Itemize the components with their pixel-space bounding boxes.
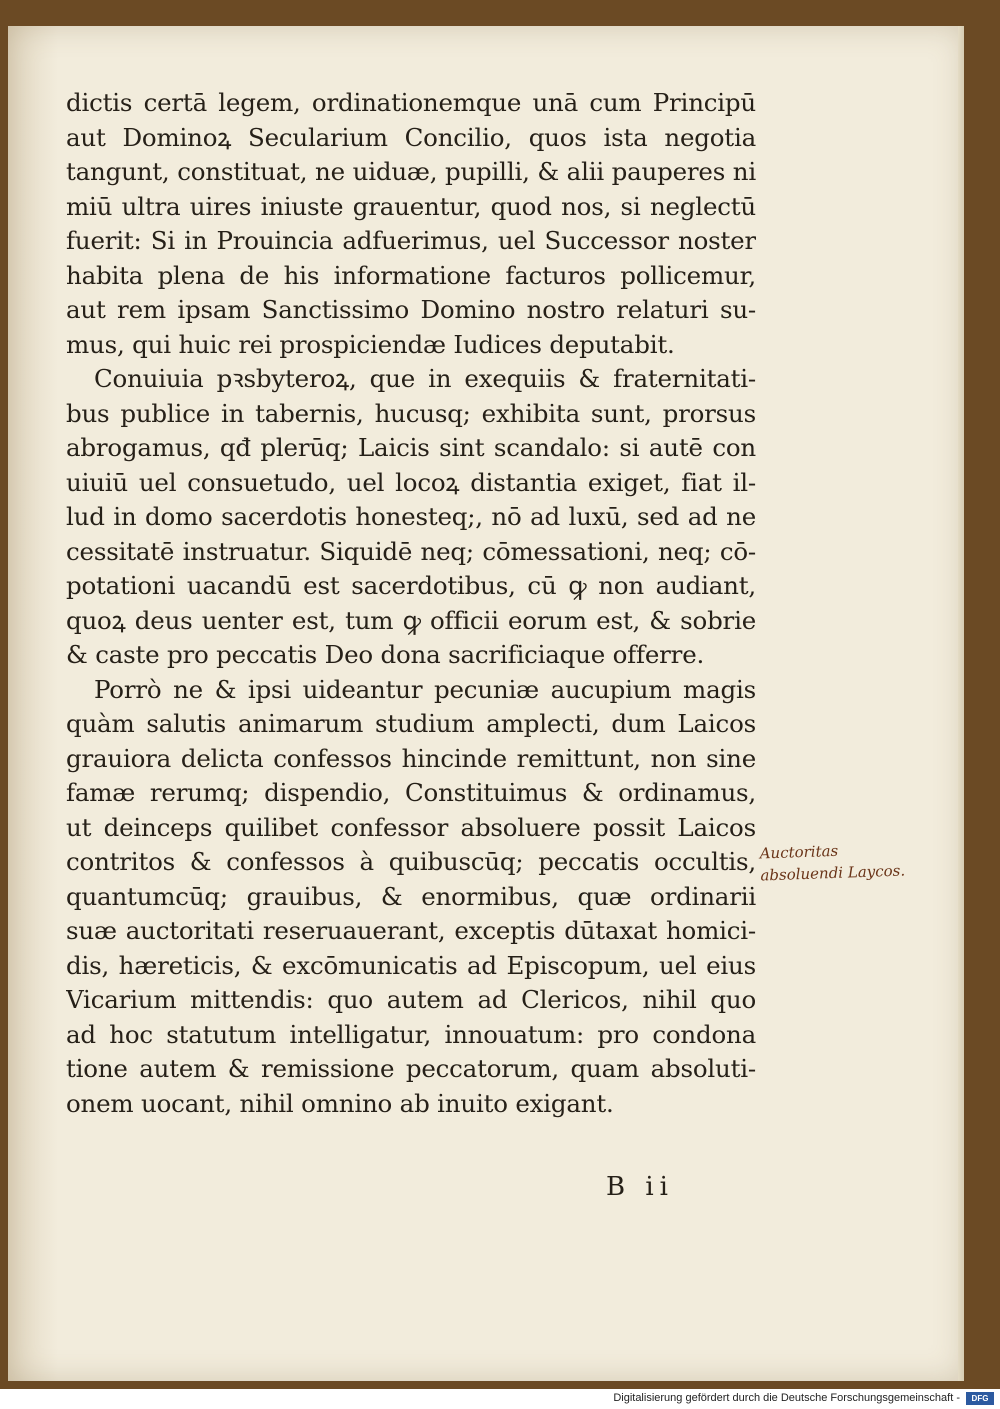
text-line: Conuiuia pꝛsbyteroꝝ, que in exequiis & fraternitati- — [94, 364, 756, 393]
text-line: aut rem ipsam Sanctissimo Domino nostro relaturi su- — [66, 295, 756, 324]
text-line: quoꝝ deus uenter est, tum ꝙ officii eorum est, & sobrie — [66, 605, 756, 635]
footer-bar — [0, 1389, 1000, 1409]
text-line: uiuiū uel consuetudo, uel locoꝝ distantia exiget, fiat il- — [66, 467, 756, 497]
text-line: Vicarium mittendis: quo autem ad Clericos, nihil quo — [66, 985, 756, 1014]
page-binding-shadow — [8, 26, 58, 1381]
text-line: & caste pro peccatis Deo dona sacrificiaque offerre. — [66, 640, 705, 669]
text-line: fuerit: Si in Prouincia adfuerimus, uel Successor noster — [66, 226, 756, 255]
text-line: contritos & confessos à quibuscūq; peccatis occultis, — [66, 847, 756, 876]
text-line: Porrò ne & ipsi uideantur pecuniæ aucupium magis — [94, 674, 756, 704]
text-line: ut deinceps quilibet confessor absoluere possit Laicos — [66, 812, 756, 842]
text-line: tangunt, constituat, ne uiduæ, pupilli, & alii pauperes ni — [66, 157, 756, 186]
book-page — [8, 26, 964, 1381]
footer-credit: Digitalisierung gefördert durch die Deutsche Forschungsgemeinschaft - — [613, 1392, 960, 1404]
text-line: quàm salutis animarum studium amplecti, dum Laicos — [66, 709, 756, 738]
text-line: potationi uacandū est sacerdotibus, cū ꝙ non audiant, — [66, 571, 756, 600]
text-line: dictis certā legem, ordinationemque unā cum Principū — [66, 88, 756, 117]
signature-mark: B ii — [606, 1172, 675, 1202]
text-line: dis, hæreticis, & excōmunicatis ad Episcopum, uel eius — [66, 950, 756, 980]
text-line: cessitatē instruatur. Siquidē neq; cōmessationi, neq; cō- — [66, 536, 756, 566]
marginal-note-line: absoluendi Laycos. — [760, 861, 906, 885]
page-edge — [958, 26, 964, 1381]
text-line: mus, qui huic rei prospiciendæ Iudices deputabit. — [66, 329, 675, 359]
text-line: lud in domo sacerdotis honesteq;, nō ad luxū, sed ad ne — [66, 502, 756, 531]
text-line: aut Dominoꝝ Secularium Concilio, quos ista negotia — [66, 122, 756, 152]
body-text — [66, 86, 756, 1121]
text-line: grauiora delicta confessos hincinde remittunt, non sine — [66, 743, 756, 773]
text-line: famæ rerumq; dispendio, Constituimus & ordinamus, — [66, 778, 756, 807]
text-line: ad hoc statutum intelligatur, innouatum: pro condona — [66, 1019, 756, 1049]
text-line: bus publice in tabernis, hucusq; exhibita sunt, prorsus — [66, 398, 756, 428]
text-line: tione autem & remissione peccatorum, quam absoluti- — [66, 1054, 756, 1083]
text-line: miū ultra uires iniuste grauentur, quod nos, si neglectū — [66, 191, 756, 221]
text-line: suæ auctoritati reseruauerant, exceptis dūtaxat homici- — [66, 916, 756, 945]
marginal-note — [759, 837, 905, 886]
text-line: habita plena de his informatione facturos pollicemur, — [66, 260, 756, 290]
text-line: quantumcūq; grauibus, & enormibus, quæ ordinarii — [66, 881, 756, 911]
text-line: onem uocant, nihil omnino ab inuito exigant. — [66, 1088, 614, 1118]
text-line: abrogamus, qđ plerūq; Laicis sint scandalo: si autē con — [66, 433, 756, 462]
dfg-logo-icon: DFG — [966, 1392, 994, 1405]
marginal-note-line: Auctoritas — [759, 841, 839, 863]
